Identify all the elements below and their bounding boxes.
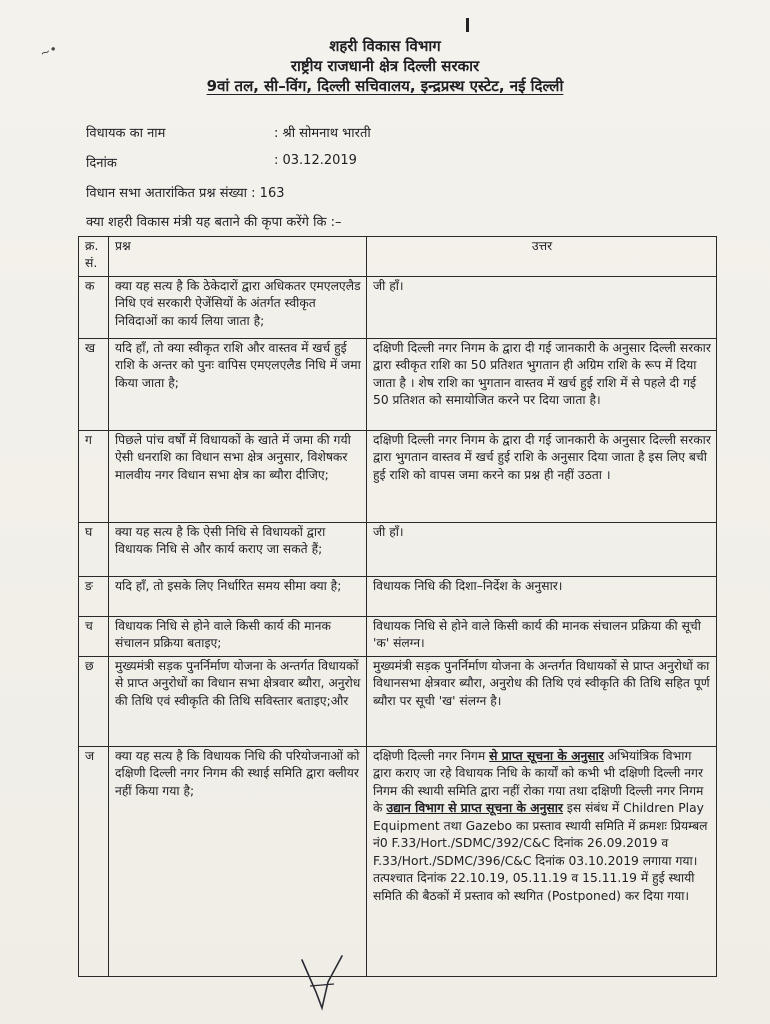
intro-line: क्या शहरी विकास मंत्री यह बताने की कृपा करेंगे कि :–: [86, 215, 342, 230]
office-address: 9वां तल, सी–विंग, दिल्ली सचिवालय, इन्द्रप्रस्थ एस्टेट, नई दिल्ली: [206, 77, 564, 95]
row-question: विधायक निधि से होने वाले किसी कार्य की मानक संचालन प्रक्रिया बताइए;: [109, 616, 367, 656]
table-row: [79, 746, 717, 976]
table-row: [79, 276, 717, 338]
date-label: दिनांक: [86, 156, 117, 171]
answer-underlined-source: उद्यान विभाग से प्राप्त सूचना के अनुसार: [386, 801, 563, 816]
row-serial: ङ: [79, 576, 109, 616]
question-answer-table: [78, 236, 717, 977]
answer-header: उत्तर: [367, 237, 717, 277]
date-value: : 03.12.2019: [274, 153, 357, 168]
answer-text: इस संबंध में Children Play Equipment तथा Gazebo का प्रस्ताव स्थायी समिति में क्रमशः प्रियम्बल नं0 F.33/Hort./SDMC/392/C&C दिनांक 26.09.2019 व F.33/Hort./SDMC/396/C&C दिनांक 03.10.2019 लगाया गया। तत्पश्चात दिनांक 22.10.19, 05.11.19 व 15.11.19 में हुई स्थायी समिति की बैठकों में प्रस्ताव को स्थगित (Postponed) कर दिया गया।: [373, 801, 708, 903]
mla-value: : श्री सोमनाथ भारती: [274, 126, 371, 141]
table-row: [79, 338, 717, 430]
row-answer: जी हाँ।: [367, 276, 717, 338]
row-serial: ग: [79, 430, 109, 522]
row-question: क्या यह सत्य है कि ठेकेदारों द्वारा अधिकतर एमएलएलैड निधि एवं सरकारी ऐजेंसियों के अंतर्गत स्वीकृत निविदाओं का कार्य लिया जाता है;: [109, 276, 367, 338]
table-row: [79, 576, 717, 616]
table-row: [79, 522, 717, 576]
signature-icon: [298, 952, 348, 1014]
row-answer: विधायक निधि की दिशा–निर्देश के अनुसार।: [367, 576, 717, 616]
row-serial: क: [79, 276, 109, 338]
row-serial: ज: [79, 746, 109, 976]
table-row: [79, 656, 717, 746]
row-serial: छ: [79, 656, 109, 746]
page-tick-mark: [466, 18, 469, 32]
row-serial: घ: [79, 522, 109, 576]
department-title: शहरी विकास विभाग: [329, 37, 441, 55]
government-title: राष्ट्रीय राजधानी क्षेत्र दिल्ली सरकार: [290, 57, 480, 75]
row-question: क्या यह सत्य है कि ऐसी निधि से विधायकों द्वारा विधायक निधि से और कार्य कराए जा सकते हैं;: [109, 522, 367, 576]
question-number: विधान सभा अतारांकित प्रश्न संख्या : 163: [86, 186, 285, 201]
row-question: यदि हाँ, तो इसके लिए निर्धारित समय सीमा क्या है;: [109, 576, 367, 616]
row-question: पिछले पांच वर्षों में विधायकों के खाते में जमा की गयी ऐसी धनराशि का विधान सभा क्षेत्र अनुसार, विशेषकर मालवीय नगर विधान सभा क्षेत्र का ब्यौरा दीजिए;: [109, 430, 367, 522]
row-serial: च: [79, 616, 109, 656]
row-question: क्या यह सत्य है कि विधायक निधि की परियोजनाओं को दक्षिणी दिल्ली नगर निगम की स्थाई समिति द्वारा क्लीयर नहीं किया गया है;: [109, 746, 367, 976]
row-answer: मुख्यमंत्री सड़क पुनर्निर्माण योजना के अन्तर्गत विधायकों से प्राप्त अनुरोधों का विधानसभा क्षेत्रवार ब्यौरा, अनुरोध की तिथि एवं स्वीकृति की तिथि सहित पूर्ण ब्यौरा पर सूची 'ख' संलग्न है।: [367, 656, 717, 746]
row-answer: विधायक निधि से होने वाले किसी कार्य की मानक संचालन प्रक्रिया की सूची 'क' संलग्न।: [367, 616, 717, 656]
answer-underlined-source: से प्राप्त सूचना के अनुसार: [489, 748, 604, 763]
answer-text: दक्षिणी दिल्ली नगर निगम: [373, 748, 490, 763]
table-row: [79, 430, 717, 522]
scan-speck: ~•: [38, 41, 60, 61]
row-question: यदि हाँ, तो क्या स्वीकृत राशि और वास्तव में खर्च हुई राशि के अन्तर को पुनः वापिस एमएलएलैड निधि में जमा किया जाता है;: [109, 338, 367, 430]
row-answer: [367, 746, 717, 976]
table-header-row: [79, 237, 717, 277]
question-header: प्रश्न: [109, 237, 367, 277]
mla-label: विधायक का नाम: [86, 126, 166, 141]
row-serial: ख: [79, 338, 109, 430]
answer-text: अभियांत्रिक विभाग द्वारा कराए जा रहे विधायक निधि के कार्यों को कभी भी दक्षिणी दिल्ली नगर निगम की स्थायी समिति द्वारा नहीं रोका गया तथा दक्षिणी दिल्ली नगर निगम के: [373, 748, 704, 816]
row-answer: जी हाँ।: [367, 522, 717, 576]
table-row: [79, 616, 717, 656]
row-answer: दक्षिणी दिल्ली नगर निगम के द्वारा दी गई जानकारी के अनुसार दिल्ली सरकार द्वारा भुगतान वास्तव में खर्च हुई राशि के अनुसार दिया जाता है इस लिए बची हुई राशि को वापस जमा करने का प्रश्न ही नहीं उठता ।: [367, 430, 717, 522]
row-answer: दक्षिणी दिल्ली नगर निगम के द्वारा दी गई जानकारी के अनुसार दिल्ली सरकार द्वारा स्वीकृत राशि का 50 प्रतिशत भुगतान ही अग्रिम राशि के रूप में दिया जाता है । शेष राशि का भुगतान वास्तव में खर्च हुई राशि में से पहले दी गई 50 प्रतिशत को समायोजित करने पर दिया जाता है।: [367, 338, 717, 430]
row-question: मुख्यमंत्री सड़क पुनर्निर्माण योजना के अन्तर्गत विधायकों से प्राप्त अनुरोधों का विधान सभा क्षेत्रवार ब्यौरा, अनुरोध की तिथि एवं स्वीकृति की तिथि सविस्तार बताइए;और: [109, 656, 367, 746]
serial-header: क्र. सं.: [79, 237, 109, 277]
